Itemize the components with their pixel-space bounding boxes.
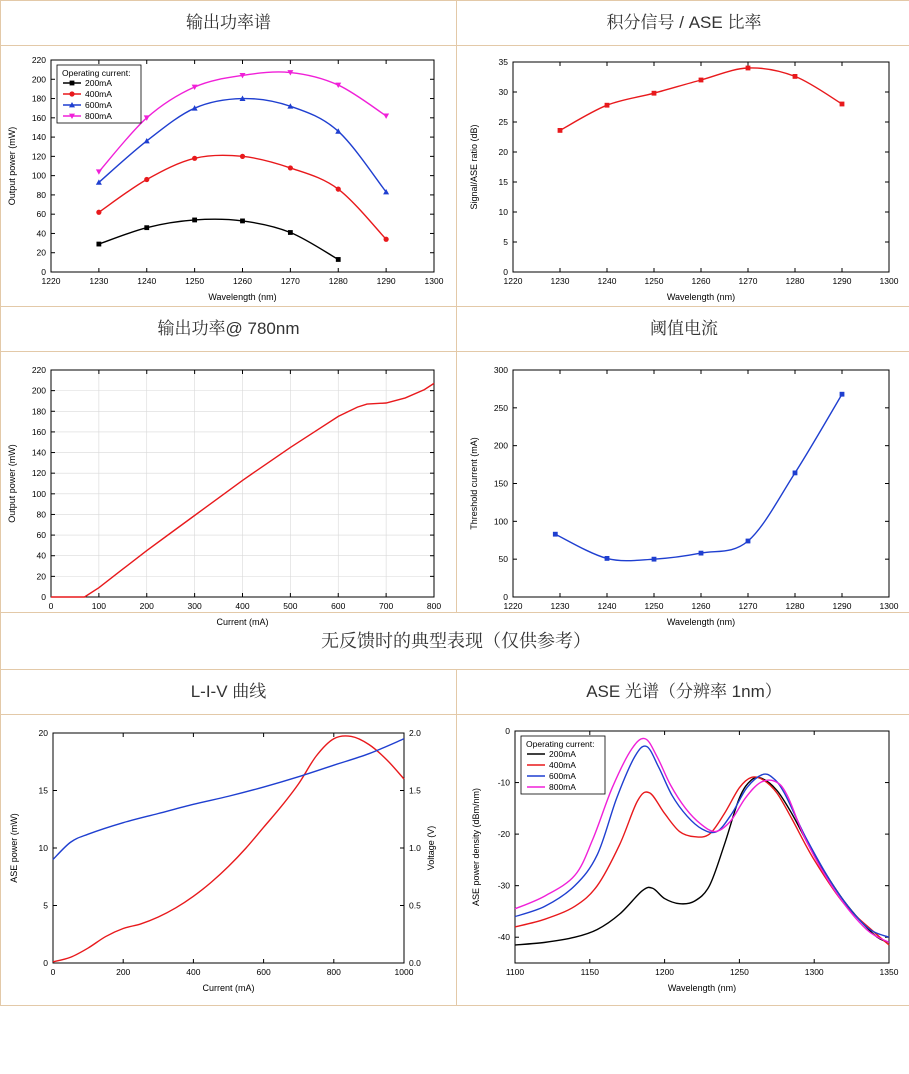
svg-text:1260: 1260 — [233, 276, 252, 286]
panel-4-title: 阈值电流 — [650, 319, 718, 338]
svg-text:5: 5 — [503, 237, 508, 247]
svg-text:40: 40 — [36, 228, 46, 239]
svg-text:1300: 1300 — [879, 276, 899, 286]
panel-3-title: 输出功率@ 780nm — [157, 319, 300, 338]
svg-text:1220: 1220 — [503, 601, 523, 611]
svg-text:0.0: 0.0 — [409, 958, 421, 968]
panel-1-chart-cell — [1, 46, 457, 307]
svg-text:80: 80 — [36, 189, 46, 200]
svg-text:Operating current:: Operating current: — [526, 739, 595, 749]
svg-text:Wavelength (nm): Wavelength (nm) — [666, 292, 736, 302]
svg-text:1270: 1270 — [280, 276, 300, 286]
svg-text:400: 400 — [186, 967, 201, 977]
svg-text:0: 0 — [41, 267, 46, 277]
svg-text:2.0: 2.0 — [409, 728, 421, 738]
svg-text:1270: 1270 — [738, 601, 758, 611]
panel-5-header-cell — [1, 670, 457, 715]
svg-text:1.0: 1.0 — [409, 843, 421, 853]
svg-text:220: 220 — [31, 365, 46, 375]
svg-text:1240: 1240 — [137, 276, 157, 286]
svg-text:600mA: 600mA — [549, 771, 576, 781]
svg-text:-40: -40 — [497, 932, 510, 943]
svg-text:0: 0 — [50, 967, 56, 977]
svg-text:0: 0 — [505, 726, 510, 736]
svg-text:30: 30 — [498, 87, 508, 97]
svg-text:Current (mA): Current (mA) — [202, 983, 255, 993]
svg-text:-30: -30 — [497, 880, 510, 891]
svg-text:800: 800 — [426, 601, 442, 611]
svg-text:Voltage (V): Voltage (V) — [426, 825, 436, 871]
svg-text:140: 140 — [31, 132, 46, 143]
svg-text:600: 600 — [331, 601, 346, 611]
svg-text:400: 400 — [235, 601, 250, 611]
svg-text:60: 60 — [36, 209, 46, 220]
svg-text:300: 300 — [493, 365, 508, 375]
svg-text:20: 20 — [38, 728, 48, 738]
svg-text:60: 60 — [36, 530, 46, 541]
svg-text:1100: 1100 — [505, 967, 525, 977]
svg-text:1290: 1290 — [832, 276, 852, 286]
panel-6-header-cell — [457, 670, 909, 715]
svg-text:200: 200 — [31, 385, 46, 396]
svg-text:Threshold current (mA): Threshold current (mA) — [469, 437, 479, 530]
svg-text:100: 100 — [91, 601, 106, 611]
svg-text:0.5: 0.5 — [409, 900, 421, 911]
svg-text:1250: 1250 — [644, 276, 664, 286]
svg-text:ASE power density (dBm/nm): ASE power density (dBm/nm) — [471, 787, 481, 907]
svg-text:0: 0 — [503, 592, 508, 602]
panel-2-chart-cell — [457, 46, 909, 307]
svg-text:1240: 1240 — [597, 601, 617, 611]
svg-text:1350: 1350 — [879, 967, 899, 977]
svg-text:800mA: 800mA — [549, 782, 576, 792]
svg-text:800mA: 800mA — [85, 111, 112, 121]
svg-text:200: 200 — [31, 74, 46, 85]
svg-text:Current (mA): Current (mA) — [216, 617, 269, 627]
svg-text:140: 140 — [31, 447, 46, 458]
svg-text:Wavelength (nm): Wavelength (nm) — [208, 292, 277, 302]
svg-text:50: 50 — [498, 554, 508, 565]
svg-text:5: 5 — [43, 900, 48, 911]
svg-text:400mA: 400mA — [549, 760, 576, 770]
svg-text:1.5: 1.5 — [409, 785, 421, 796]
svg-text:1290: 1290 — [832, 601, 852, 611]
chart-output-power-780nm — [1, 352, 456, 627]
svg-text:1300: 1300 — [424, 276, 444, 286]
svg-text:Wavelength (nm): Wavelength (nm) — [667, 983, 737, 993]
svg-text:1250: 1250 — [185, 276, 205, 286]
svg-text:1230: 1230 — [550, 601, 570, 611]
svg-text:1280: 1280 — [328, 276, 348, 286]
svg-text:200mA: 200mA — [85, 78, 112, 88]
svg-text:1300: 1300 — [804, 967, 824, 977]
svg-text:40: 40 — [36, 550, 46, 561]
svg-text:Wavelength (nm): Wavelength (nm) — [666, 617, 736, 627]
panel-2-title: 积分信号 / ASE 比率 — [606, 13, 762, 32]
panel-4-chart-cell — [457, 352, 909, 627]
svg-text:120: 120 — [31, 468, 46, 479]
svg-text:180: 180 — [31, 406, 46, 417]
svg-text:1270: 1270 — [738, 276, 758, 286]
chart-output-power-spectrum — [1, 46, 456, 306]
svg-text:100: 100 — [31, 488, 46, 499]
svg-text:1260: 1260 — [691, 601, 711, 611]
svg-text:300: 300 — [187, 601, 202, 611]
svg-text:800: 800 — [326, 967, 341, 977]
svg-text:10: 10 — [498, 207, 508, 217]
panel-1-header-cell — [1, 1, 457, 46]
svg-text:20: 20 — [36, 247, 46, 258]
svg-text:0: 0 — [503, 267, 508, 277]
svg-text:200: 200 — [116, 967, 131, 977]
svg-text:80: 80 — [36, 509, 46, 520]
svg-text:200: 200 — [493, 440, 508, 451]
svg-text:600: 600 — [256, 967, 271, 977]
svg-text:700: 700 — [379, 601, 394, 611]
svg-text:220: 220 — [31, 55, 46, 65]
svg-text:1220: 1220 — [41, 276, 61, 286]
svg-text:100: 100 — [493, 516, 508, 527]
svg-text:150: 150 — [493, 478, 508, 489]
svg-text:-10: -10 — [497, 777, 510, 788]
panel-6-chart-cell — [457, 715, 909, 1006]
svg-text:10: 10 — [38, 843, 48, 853]
svg-text:1280: 1280 — [785, 601, 805, 611]
svg-text:160: 160 — [31, 426, 46, 437]
svg-text:15: 15 — [498, 177, 508, 187]
panel-1-title: 输出功率谱 — [186, 13, 271, 32]
svg-text:180: 180 — [31, 93, 46, 104]
svg-text:600mA: 600mA — [85, 100, 112, 110]
svg-text:1220: 1220 — [503, 276, 523, 286]
chart-threshold-current — [457, 352, 909, 627]
svg-text:1240: 1240 — [597, 276, 617, 286]
svg-text:Output power (mW): Output power (mW) — [7, 444, 17, 523]
chart-liv-curve — [1, 715, 456, 1005]
svg-text:Operating current:: Operating current: — [62, 68, 131, 78]
svg-text:20: 20 — [498, 147, 508, 157]
svg-text:1300: 1300 — [879, 601, 899, 611]
svg-text:ASE power (mW): ASE power (mW) — [9, 813, 19, 883]
svg-text:500: 500 — [283, 601, 298, 611]
section-title: 无反馈时的典型表现（仅供参考） — [321, 631, 591, 651]
panel-4-header-cell — [457, 307, 909, 352]
svg-text:25: 25 — [498, 117, 508, 127]
panel-2-header-cell — [457, 1, 909, 46]
svg-text:1200: 1200 — [655, 967, 675, 977]
svg-text:1250: 1250 — [644, 601, 664, 611]
svg-text:250: 250 — [493, 402, 508, 413]
chart-signal-ase-ratio — [457, 46, 909, 306]
svg-text:Output power (mW): Output power (mW) — [7, 126, 17, 206]
svg-text:35: 35 — [498, 57, 508, 67]
svg-text:1290: 1290 — [376, 276, 396, 286]
svg-text:20: 20 — [36, 571, 46, 582]
svg-text:160: 160 — [31, 112, 46, 123]
chart-ase-spectrum — [457, 715, 909, 1005]
svg-text:100: 100 — [31, 170, 46, 181]
svg-text:-20: -20 — [497, 829, 510, 840]
svg-text:1150: 1150 — [580, 967, 599, 977]
svg-text:0: 0 — [43, 958, 48, 968]
panel-3-header-cell — [1, 307, 457, 352]
panel-5-chart-cell — [1, 715, 457, 1006]
panel-3-chart-cell — [1, 352, 457, 627]
svg-text:0: 0 — [48, 601, 54, 611]
svg-text:400mA: 400mA — [85, 89, 112, 99]
svg-text:15: 15 — [38, 785, 48, 796]
svg-text:1230: 1230 — [89, 276, 109, 286]
svg-text:120: 120 — [31, 151, 46, 162]
svg-text:Signal/ASE ratio (dB): Signal/ASE ratio (dB) — [469, 124, 479, 210]
svg-text:1260: 1260 — [691, 276, 711, 286]
svg-text:1230: 1230 — [550, 276, 570, 286]
svg-text:1250: 1250 — [729, 967, 749, 977]
svg-text:0: 0 — [41, 592, 46, 602]
svg-text:200: 200 — [139, 601, 154, 611]
panel-5-title: L-I-V 曲线 — [190, 682, 267, 701]
panel-6-title: ASE 光谱（分辨率 1nm） — [586, 682, 782, 701]
svg-text:1280: 1280 — [785, 276, 805, 286]
svg-text:1000: 1000 — [394, 967, 414, 977]
svg-text:200mA: 200mA — [549, 749, 576, 759]
